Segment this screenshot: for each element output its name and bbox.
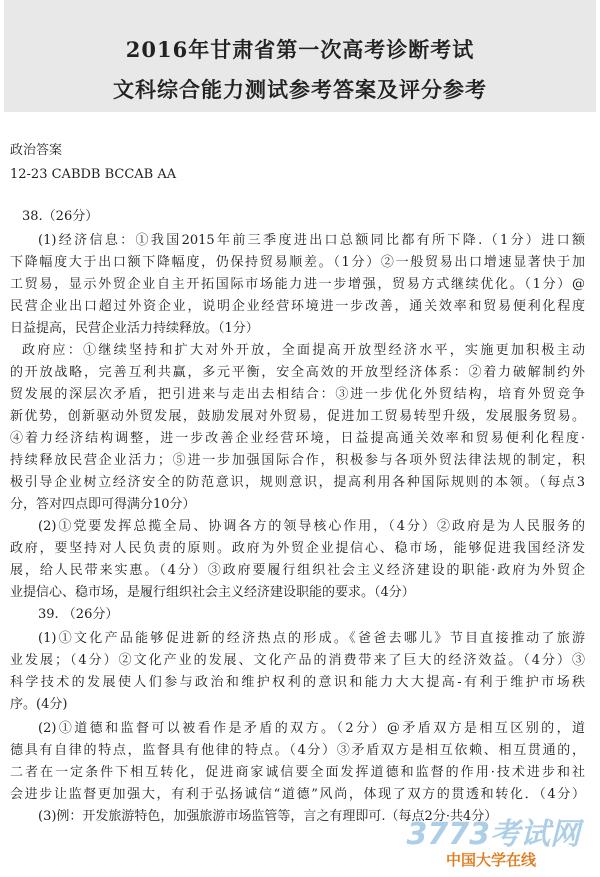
- q38-p2-line: 政府应：①继续坚持和扩大对外开放，全面提高开放型经济水平，实施更加积极主动: [22, 343, 585, 358]
- q38-p3-line: 业提信心、稳市场，是履行组织社会主义经济建设职能的要求。（4分）: [10, 585, 415, 600]
- document-title-line2: 文科综合能力测试参考答案及评分参考: [113, 77, 487, 102]
- q38-p2-line: 的开放战略，完善互利共赢，多元平衡，安全高效的开放型经济体系：②着力破解制约外: [10, 365, 585, 380]
- q38-p2-line: ④着力经济结构调整，进一步改善企业经营环境，日益提高通关效率和贸易便利化程度·: [10, 431, 585, 446]
- q38-p1-line: 下降幅度大于出口额下降幅度，仍保持贸易顺差。（1分）②一般贸易出口增速显著快于加: [10, 255, 585, 270]
- watermark-site: 3773考试网: [406, 817, 580, 852]
- section-name: 政治答案: [10, 143, 63, 158]
- q39-p2-line: (2)①道德和监督可以被看作是矛盾的双方。（2分）@矛盾双方是相互区别的，道: [38, 721, 585, 736]
- q38-p1-line: 民营企业出口超过外资企业，说明企业经营环境进一步改善，通关效率和贸易便利化程度: [10, 299, 585, 314]
- q38-p1-line: (1)经济信息：①我国2015年前三季度进出口总额同比都有所下降.（1分）进口额: [38, 233, 585, 248]
- q39-p2-line: 二者在一定条件下相互转化，促进商家诚信要全面发挥道德和监督的作用·技术进步和社: [10, 765, 585, 780]
- q39-p2-line: 德具有自律的特点，监督具有他律的特点。（4分）③矛盾双方是相互依赖、相互贯通的，: [10, 743, 585, 758]
- q39-p1-line: 业发展；（4分）②文化产业的发展、文化产品的消费带来了巨大的经济效益。（4分）③: [10, 653, 585, 668]
- q38-heading: 38.（26分）: [22, 209, 99, 224]
- q38-p2-line: 贸发展的深层次矛盾，把引进来与走出去相结合：③进一步优化外贸结构，培育外贸竞争: [10, 387, 585, 402]
- q38-p3-line: 政府，要坚持对人民负责的原则。政府为外贸企业提信心、稳市场，能够促进我国经济发: [10, 541, 585, 556]
- q38-p3-line: (2)①党要发挥总揽全局、协调各方的领导核心作用，（4分）②政府是为人民服务的: [38, 519, 585, 534]
- q39-p1-line: 科学技术的发展使人们参与政治和维护权利的意识和能力大大提高-有利于维护市场秩: [10, 675, 585, 690]
- q38-p1-line: 工贸易，显示外贸企业自主开拓国际市场能力进一步增强，贸易方式继续优化。（1分）@: [10, 277, 585, 292]
- q39-p2-line: 会进步让监督更加强大，有利于弘扬诚信“道德”风尚，体现了双方的贯透和转化．（4分）: [10, 787, 585, 802]
- choice-answers: 12-23 CABDB BCCAB AA: [10, 167, 177, 182]
- watermark-sub: 中国大学在线: [445, 851, 536, 869]
- q39-p1-line: 序。(4分): [10, 697, 68, 712]
- q38-p1-line: 日益提高，民营企业活力持续释放。（1分）: [10, 321, 259, 336]
- q38-p3-line: 展，给人民带来实惠。（4分）③政府要履行组织社会主义经济建设的职能·政府为外贸企: [10, 563, 585, 578]
- q38-p2-line: 分，答对四点即可得满分10分）: [10, 497, 196, 512]
- q38-p2-line: 极引导企业树立经济安全的防范意识，规则意识，提高利用各种国际规则的本领。（每点3: [10, 475, 585, 490]
- site-watermark: [406, 817, 581, 870]
- document-title-line1: 2016年甘肃省第一次高考诊断考试: [125, 37, 475, 62]
- q39-heading: 39. （26分）: [38, 607, 119, 622]
- q38-p2-line: 新优势，创新驱动外贸发展，鼓励发展对外贸易，促进加工贸易转型升级，发展服务贸易。: [10, 409, 585, 424]
- q39-p3-line: (3)例：开发旅游特色，加强旅游市场监管等，言之有理即可.（每点2分·共4分）: [38, 809, 498, 824]
- title-banner: [4, 0, 596, 112]
- q38-p2-line: 持续释放民营企业活力；⑤进一步加强国际合作，积极参与各项外贸法律法规的制定，积: [10, 453, 585, 468]
- q39-p1-line: (1)①文化产品能够促进新的经济热点的形成。《爸爸去哪儿》节目直接推动了旅游: [38, 631, 585, 646]
